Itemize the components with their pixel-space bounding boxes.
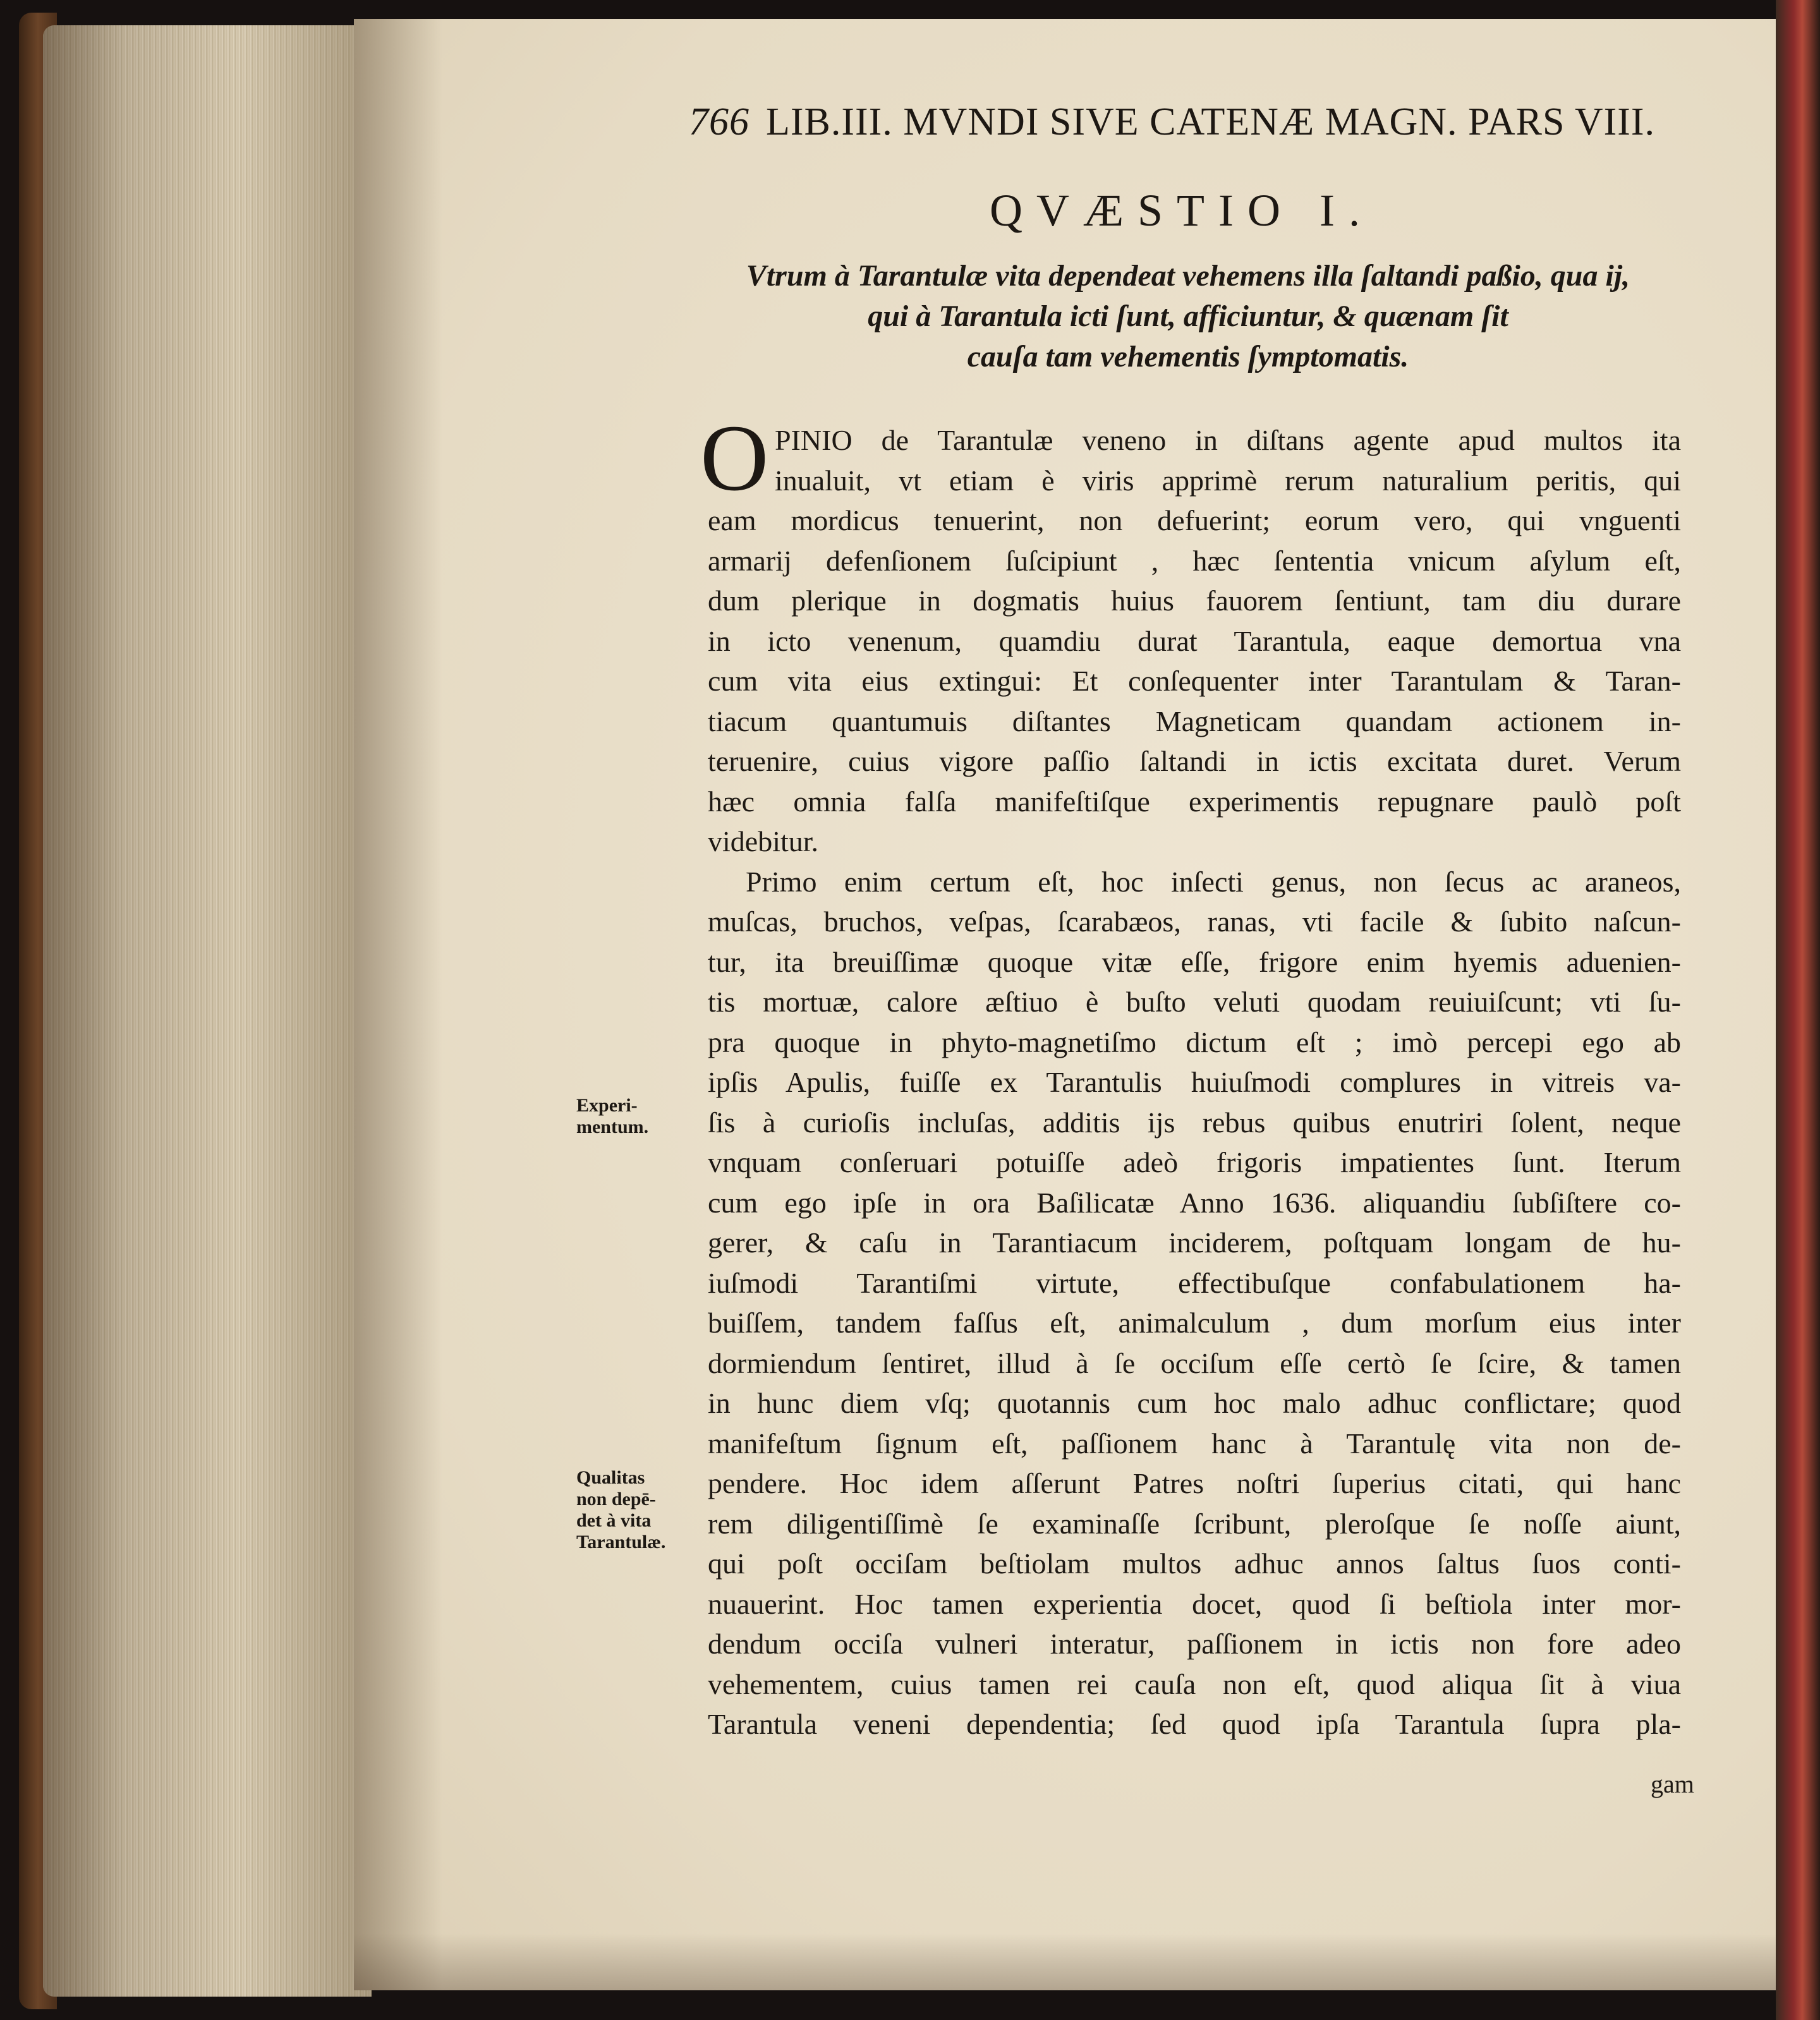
page-number: 766 — [689, 100, 749, 143]
text-line: armarij defenſionem ſuſcipiunt , hæc ſententia vnicum aſylum eſt, — [708, 544, 1681, 577]
text-line: tiacum quantumuis diſtantes Magneticam quandam actionem in- — [708, 705, 1681, 737]
text-line: tis mortuæ, calore æſtiuo è buſto veluti quodam reuiuiſcunt; vti ſu- — [708, 986, 1681, 1018]
text-line: eam mordicus tenuerint, non defuerint; eorum vero, qui vnguenti — [708, 504, 1681, 536]
text-line: videbitur. — [708, 825, 819, 857]
text-line: cum ego ipſe in ora Baſilicatæ Anno 1636. aliquandiu ſubſiſtere co- — [708, 1186, 1681, 1219]
text-line: iuſmodi Tarantiſmi virtute, effectibuſque confabulationem ha- — [708, 1266, 1681, 1299]
text-line: pendere. Hoc idem aſſerunt Patres noſtri ſuperius citati, qui hanc — [708, 1467, 1681, 1499]
marginal-note-line: non depē- — [576, 1489, 656, 1509]
text-line: qui poſt occiſam beſtiolam multos adhuc annos ſaltus ſuos conti- — [708, 1547, 1681, 1580]
marginal-note-line: Experi- — [576, 1095, 638, 1116]
gutter-shadow — [354, 19, 442, 1990]
book-cover-right — [1776, 0, 1820, 2020]
text-line: inualuit, vt etiam è viris apprimè rerum naturalium peritis, qui — [775, 464, 1681, 497]
fore-edge-shade — [43, 25, 372, 1997]
text-line: pra quoque in phyto-magnetiſmo dictum eſt ; imò percepi ego ab — [708, 1025, 1681, 1058]
marginal-note-line: Tarantulæ. — [576, 1532, 666, 1552]
text-line: in hunc diem vſq; quotannis cum hoc malo adhuc conflictare; quod — [708, 1387, 1681, 1419]
marginal-note-line: mentum. — [576, 1116, 649, 1137]
text-line: nuauerint. Hoc tamen experientia docet, quod ſi beſtiola inter mor- — [708, 1587, 1681, 1620]
text-line: in icto venenum, quamdiu durat Tarantula, eaque demortua vna — [708, 624, 1681, 657]
subtitle-line: cauſa tam vehementis ſymptomatis. — [967, 340, 1409, 373]
drop-cap: O — [700, 406, 769, 511]
text-line: vnquam conſeruari potuiſſe adeò frigoris impatientes ſunt. Iterum — [708, 1146, 1681, 1178]
body-text — [708, 420, 1681, 1745]
text-line: Primo enim certum eſt, hoc inſecti genus, non ſecus ac araneos, — [746, 865, 1681, 898]
text-line: Tarantula veneni dependentia; ſed quod ipſa Tarantula ſupra pla- — [708, 1708, 1681, 1740]
page-bottom-shadow — [354, 1933, 1776, 1990]
text-line: ſis à curioſis incluſas, additis ijs rebus quibus enutriri ſolent, neque — [708, 1106, 1681, 1139]
subtitle-line: Vtrum à Tarantulæ vita dependeat vehemens illa ſaltandi paßio, qua ij, — [746, 259, 1630, 293]
marginal-note-experimentum — [576, 1095, 648, 1138]
text-line: dum plerique in dogmatis huius fauorem ſentiunt, tam diu durare — [708, 584, 1681, 617]
text-line: PINIO de Tarantulæ veneno in diſtans agente apud multos ita — [775, 424, 1681, 456]
marginal-note-qualitas — [576, 1467, 665, 1553]
text-line: ipſis Apulis, fuiſſe ex Tarantulis huiuſmodi complures in vitreis va- — [708, 1066, 1681, 1098]
text-line: gerer, & caſu in Tarantiacum inciderem, poſtquam longam de hu- — [708, 1226, 1681, 1259]
text-line: teruenire, cuius vigore paſſio ſaltandi in ictis excitata duret. Verum — [708, 745, 1681, 777]
question-subtitle — [701, 256, 1675, 377]
text-line: hæc omnia falſa manifeſtiſque experimentis repugnare paulò poſt — [708, 785, 1681, 818]
subtitle-line: qui à Tarantula icti ſunt, afficiuntur, & quænam ſit — [868, 299, 1508, 333]
text-line: tur, ita breuiſſimæ quoque vitæ eſſe, frigore enim hyemis aduenien- — [708, 945, 1681, 978]
text-line: manifeſtum ſignum eſt, paſſionem hanc à Tarantulę vita non de- — [708, 1427, 1681, 1460]
marginal-note-line: Qualitas — [576, 1467, 645, 1488]
text-line: muſcas, bruchos, veſpas, ſcarabæos, ranas, vti facile & ſubito naſcun- — [708, 905, 1681, 938]
question-title: QVÆSTIO I. — [990, 185, 1374, 236]
text-line: vehementem, cuius tamen rei cauſa non eſt, quod aliqua ſit à viua — [708, 1667, 1681, 1700]
marginal-note-line: det à vita — [576, 1510, 652, 1531]
running-head — [689, 100, 1656, 145]
text-line: dormiendum ſentiret, illud à ſe occiſum eſſe certò ſe ſcire, & tamen — [708, 1346, 1681, 1379]
text-line: buiſſem, tandem faſſus eſt, animalculum , dum morſum eius inter — [708, 1307, 1681, 1339]
text-line: rem diligentiſſimè ſe examinaſſe ſcribunt, pleroſque ſe noſſe aiunt, — [708, 1507, 1681, 1540]
text-line: dendum occiſa vulneri interatur, paſſionem in ictis non fore adeo — [708, 1628, 1681, 1660]
text-line: cum vita eius extingui: Et conſequenter inter Tarantulam & Taran- — [708, 665, 1681, 697]
catchword: gam — [1651, 1770, 1694, 1798]
running-head-text: LIB.III. MVNDI SIVE CATENÆ MAGN. PARS VIII. — [766, 100, 1656, 143]
